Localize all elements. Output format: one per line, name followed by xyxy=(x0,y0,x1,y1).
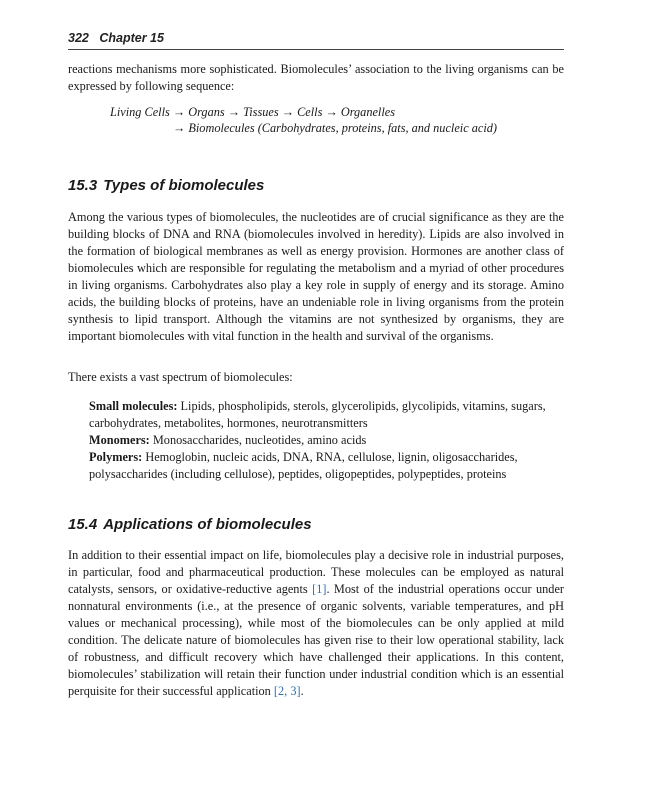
section-number: 15.4 xyxy=(68,516,98,533)
running-header xyxy=(68,31,564,45)
chapter-label: Chapter 15 xyxy=(99,31,164,45)
intro-paragraph: reactions mechanisms more sophisticated. Biomolecules’ association to the living organisms can be expressed by following sequence: xyxy=(68,62,564,93)
citation-link[interactable]: [2, 3] xyxy=(273,684,301,698)
types-paragraph: Among the various types of biomolecules, the nucleotides are of crucial significance as they are the building blocks of DNA and RNA (biomolecules involved in heredity). Lipids are also involved in the formation of biological membranes as well as energy provision. Hormones are another class of biomolecules which are responsible for regulating the metabolism and a myriad of other procedures in living organisms. Carbohydrates also play a key role in supply of energy and its storage. Amino acids, the building blocks of proteins, have an undeniable role in living organisms from the protein synthesis to lipid transport. Although the vitamins are not synthesized by organisms, they are important biomolecules with vital function in the health and survival of the organisms. xyxy=(68,210,564,343)
list-item: Small molecules: Lipids, phospholipids, sterols, glycerolipids, glycolipids, vitamins, sugars, carbohydrates, metabolites, hormones, neurotransmitters xyxy=(89,399,546,430)
header-rule xyxy=(68,49,564,50)
biomolecule-list xyxy=(89,398,564,483)
section-heading-15-4 xyxy=(68,516,564,533)
organism-sequence xyxy=(110,104,570,136)
list-item: Monomers: Monosaccharides, nucleotides, amino acids xyxy=(89,433,367,447)
sequence-line-1: Living Cells → Organs → Tissues → Cells → Organelles xyxy=(110,105,396,119)
applications-paragraph: In addition to their essential impact on life, biomolecules play a decisive role in industrial purposes, in particular, food and pharmaceutical production. These molecules can be employed as natural catalysts, sensors, or oxidative-reductive agents [1]. Most of the industrial operations occur under nonnatural environments (i.e., at the presence of organic solvents, variable temperatures, and pH values or mechanical processing), while most of the biomolecules can be only applied at mild condition. The delicate nature of biomolecules has given rise to their low operational stability, lack of robustness, and difficult recovery which have challenged their applications. In this content, biomolecules’ stabilization will retain their function under industrial condition which is an essential perquisite for their successful application [2, 3]. xyxy=(68,548,565,698)
section-title: Applications of biomolecules xyxy=(103,516,312,533)
section-number: 15.3 xyxy=(68,177,98,194)
spectrum-intro: There exists a vast spectrum of biomolecules: xyxy=(68,370,293,384)
sequence-line-2: → Biomolecules (Carbohydrates, proteins, fats, and nucleic acid) xyxy=(173,121,497,135)
page-number: 322 xyxy=(68,31,89,45)
list-item: Polymers: Hemoglobin, nucleic acids, DNA, RNA, cellulose, lignin, oligosaccharides, polysaccharides (including cellulose), peptides, oligopeptides, polypeptides, proteins xyxy=(89,450,518,481)
section-heading-15-3 xyxy=(68,177,564,194)
citation-link[interactable]: [1] xyxy=(312,582,327,596)
section-title: Types of biomolecules xyxy=(103,177,265,194)
